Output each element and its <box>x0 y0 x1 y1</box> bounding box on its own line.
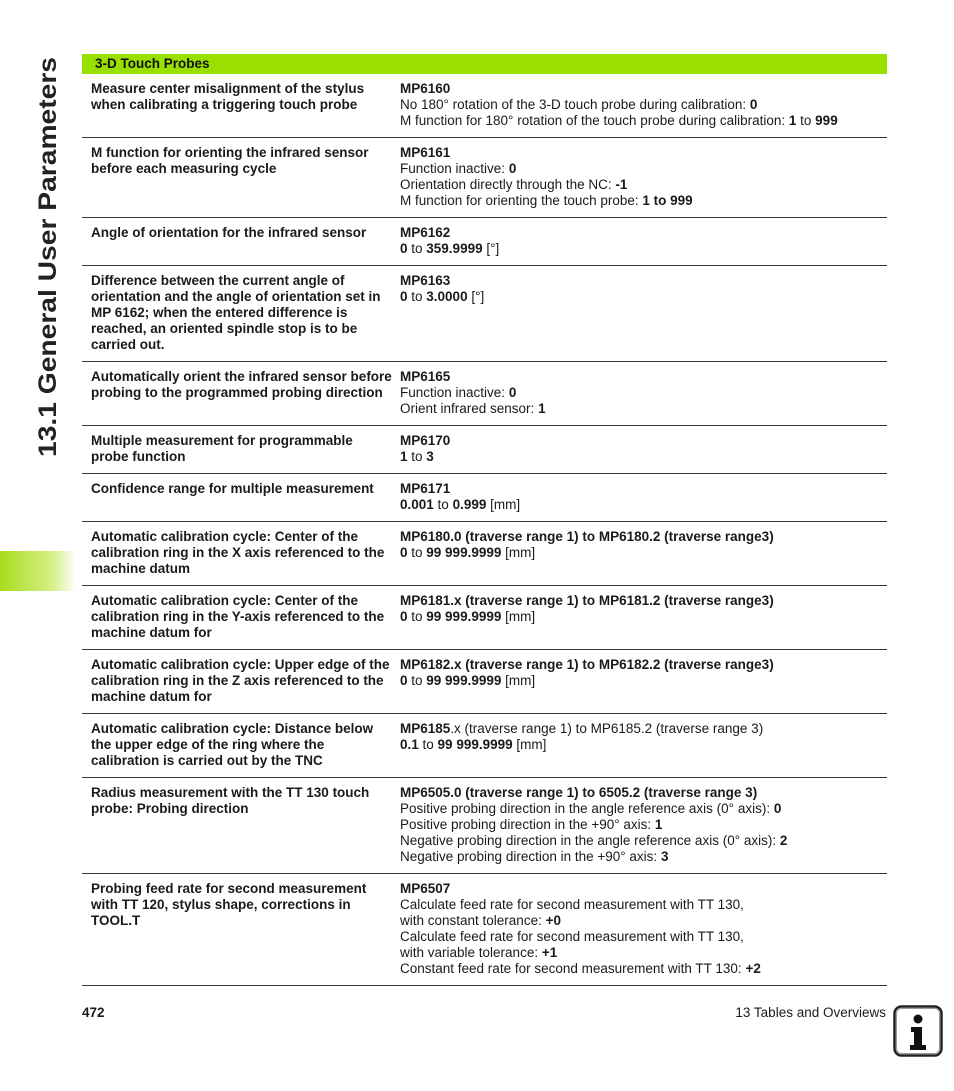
value-text: Orient infrared sensor: <box>400 401 539 416</box>
value-text: to <box>407 545 427 560</box>
value-setting: 0 <box>773 801 782 816</box>
value-setting: 0.999 <box>452 497 487 512</box>
value-text: Calculate feed rate for second measurement with TT 130, <box>400 929 744 944</box>
value-text: Function inactive: <box>400 161 509 176</box>
value-setting: 2 <box>779 833 788 848</box>
value-setting: 0 <box>749 97 758 112</box>
machine-parameter-number: MP6160 <box>400 81 451 96</box>
value-text: Negative probing direction in the angle reference axis (0° axis): <box>400 833 780 848</box>
value-line <box>400 945 887 961</box>
value-line <box>400 289 887 305</box>
machine-parameter-number: MP6507 <box>400 881 451 896</box>
parameter-description: Radius measurement with the TT 130 touch probe: Probing direction <box>91 785 370 816</box>
parameter-value <box>400 369 887 417</box>
table-row <box>82 714 887 778</box>
machine-parameter-number: MP6181.x (traverse range 1) to MP6181.2 (traverse range3) <box>400 593 774 608</box>
table-row <box>82 650 887 714</box>
value-text: Function inactive: <box>400 385 509 400</box>
parameter-description: Multiple measurement for programmable probe function <box>91 433 353 464</box>
table-row <box>82 522 887 586</box>
value-setting: 99 999.9999 <box>426 545 502 560</box>
value-setting: 0 <box>508 161 517 176</box>
value-setting: 0.001 <box>400 497 434 512</box>
value-setting: 0 <box>400 609 408 624</box>
value-line <box>400 449 887 465</box>
machine-parameter-id <box>400 657 887 673</box>
value-text: [mm] <box>486 497 521 512</box>
value-line <box>400 401 887 417</box>
parameter-value <box>400 657 887 705</box>
value-text: with variable tolerance: <box>400 945 542 960</box>
parameter-value <box>400 433 887 465</box>
value-line <box>400 897 887 913</box>
value-text: Orientation directly through the NC: <box>400 177 616 192</box>
value-setting: +1 <box>541 945 558 960</box>
table-row <box>82 778 887 874</box>
machine-parameter-id <box>400 81 887 97</box>
value-setting: 359.9999 <box>426 241 483 256</box>
machine-parameter-number: MP6171 <box>400 481 451 496</box>
table-header: 3-D Touch Probes <box>82 54 887 74</box>
parameter-description: Measure center misalignment of the stylus when calibrating a triggering touch probe <box>91 81 365 112</box>
machine-parameter-number: MP6505.0 (traverse range 1) to 6505.2 (traverse range 3) <box>400 785 758 800</box>
machine-parameter-number: MP6165 <box>400 369 451 384</box>
value-text: to <box>407 289 427 304</box>
table-row <box>82 874 887 986</box>
value-line <box>400 497 887 513</box>
value-setting: 99 999.9999 <box>426 609 502 624</box>
machine-parameter-id <box>400 721 887 737</box>
chapter-tab-marker <box>0 551 76 591</box>
machine-parameter-id <box>400 593 887 609</box>
machine-parameter-number: MP6163 <box>400 273 451 288</box>
parameter-description: Automatically orient the infrared sensor before probing to the programmed probing direction <box>91 369 392 400</box>
value-text: [mm] <box>512 737 547 752</box>
value-line <box>400 961 887 977</box>
table-row <box>82 74 887 138</box>
value-line <box>400 849 887 865</box>
table-row <box>82 586 887 650</box>
value-setting: 0 <box>400 545 408 560</box>
value-text: to <box>407 609 427 624</box>
parameter-description: Difference between the current angle of orientation and the angle of orientation set in MP 6162; when the entered difference is reached, an oriented spindle stop is to be carried out. <box>91 273 381 352</box>
value-line <box>400 929 887 945</box>
value-text: [mm] <box>501 673 536 688</box>
machine-parameter-id <box>400 369 887 385</box>
value-line <box>400 177 887 193</box>
table-row <box>82 138 887 218</box>
value-setting: 999 <box>815 113 838 128</box>
value-line <box>400 673 887 689</box>
value-text: to <box>407 241 427 256</box>
value-text: M function for orienting the touch probe: <box>400 193 643 208</box>
machine-parameter-number: MP6185 <box>400 721 451 736</box>
value-line <box>400 385 887 401</box>
side-chapter-title-text: 13.1 General User Parameters <box>34 102 62 457</box>
parameter-value <box>400 785 887 865</box>
value-setting: 99 999.9999 <box>426 673 502 688</box>
parameter-table <box>82 54 887 986</box>
value-setting: +0 <box>545 913 561 928</box>
value-setting: 3.0000 <box>426 289 468 304</box>
value-text: Calculate feed rate for second measurement with TT 130, <box>400 897 744 912</box>
value-setting: 1 <box>538 401 546 416</box>
value-text: to <box>433 497 453 512</box>
parameter-description: Confidence range for multiple measurement <box>91 481 374 496</box>
value-text: to <box>796 113 816 128</box>
value-line <box>400 113 887 129</box>
value-line <box>400 609 887 625</box>
value-text: Constant feed rate for second measurement with TT 130: <box>400 961 746 976</box>
parameter-value <box>400 225 887 257</box>
machine-parameter-range: .x (traverse range 1) to MP6185.2 (traverse range 3) <box>450 721 764 736</box>
value-text: Positive probing direction in the +90° axis: <box>400 817 655 832</box>
table-row <box>82 474 887 522</box>
table-body <box>82 74 887 986</box>
value-setting: 0 <box>400 289 408 304</box>
machine-parameter-number: MP6162 <box>400 225 451 240</box>
parameter-value <box>400 81 887 129</box>
page-number: 472 <box>82 1005 105 1020</box>
value-setting: 1 <box>654 817 663 832</box>
value-setting: 99 999.9999 <box>437 737 513 752</box>
parameter-value <box>400 481 887 513</box>
value-line <box>400 801 887 817</box>
parameter-description: Probing feed rate for second measurement with TT 120, stylus shape, corrections in TOOL.T <box>91 881 367 928</box>
parameter-value <box>400 721 887 769</box>
parameter-description: M function for orienting the infrared sensor before each measuring cycle <box>91 145 369 176</box>
value-text: M function for 180° rotation of the touch probe during calibration: <box>400 113 789 128</box>
chapter-label: 13 Tables and Overviews <box>735 1005 886 1020</box>
machine-parameter-id <box>400 529 887 545</box>
value-setting: 0 <box>508 385 517 400</box>
table-row <box>82 362 887 426</box>
value-setting: 1 <box>400 449 408 464</box>
machine-parameter-number: MP6161 <box>400 145 451 160</box>
machine-parameter-id <box>400 273 887 289</box>
value-setting: +2 <box>745 961 761 976</box>
value-setting: 1 <box>788 113 797 128</box>
machine-parameter-id <box>400 433 887 449</box>
value-line <box>400 737 887 753</box>
value-text: to <box>418 737 438 752</box>
value-text: Negative probing direction in the +90° axis: <box>400 849 661 864</box>
parameter-description: Automatic calibration cycle: Upper edge of the calibration ring in the Z axis referenced to the machine datum for <box>91 657 390 704</box>
value-line <box>400 913 887 929</box>
value-line <box>400 545 887 561</box>
parameter-description: Automatic calibration cycle: Center of the calibration ring in the Y-axis referenced to the machine datum for <box>91 593 385 640</box>
parameter-description: Automatic calibration cycle: Distance below the upper edge of the ring where the calibration is carried out by the TNC <box>91 721 374 768</box>
value-line <box>400 241 887 257</box>
parameter-description: Angle of orientation for the infrared sensor <box>91 225 367 240</box>
value-line <box>400 161 887 177</box>
value-line <box>400 833 887 849</box>
machine-parameter-id <box>400 225 887 241</box>
table-row <box>82 426 887 474</box>
parameter-value <box>400 529 887 577</box>
value-text: [mm] <box>501 545 536 560</box>
value-setting: 3 <box>660 849 669 864</box>
value-setting: 1 to 999 <box>642 193 693 208</box>
parameter-value <box>400 593 887 641</box>
value-line <box>400 97 887 113</box>
value-text: [mm] <box>501 609 536 624</box>
machine-parameter-number: MP6170 <box>400 433 451 448</box>
value-text: to <box>407 673 427 688</box>
machine-parameter-id <box>400 481 887 497</box>
parameter-value <box>400 145 887 209</box>
value-text: Positive probing direction in the angle reference axis (0° axis): <box>400 801 774 816</box>
value-line <box>400 817 887 833</box>
parameter-value <box>400 273 887 353</box>
side-chapter-title <box>22 52 66 462</box>
info-icon <box>893 1005 943 1057</box>
machine-parameter-id <box>400 145 887 161</box>
machine-parameter-number: MP6180.0 (traverse range 1) to MP6180.2 (traverse range3) <box>400 529 774 544</box>
value-setting: -1 <box>615 177 628 192</box>
table-row <box>82 266 887 362</box>
parameter-value <box>400 881 887 977</box>
value-text: No 180° rotation of the 3-D touch probe during calibration: <box>400 97 750 112</box>
value-text: to <box>407 449 427 464</box>
value-setting: 0 <box>400 241 408 256</box>
table-row <box>82 218 887 266</box>
value-line <box>400 193 887 209</box>
machine-parameter-number: MP6182.x (traverse range 1) to MP6182.2 (traverse range3) <box>400 657 774 672</box>
value-text: with constant tolerance: <box>400 913 546 928</box>
value-setting: 0.1 <box>400 737 419 752</box>
machine-parameter-id <box>400 881 887 897</box>
parameter-description: Automatic calibration cycle: Center of the calibration ring in the X axis referenced to the machine datum <box>91 529 385 576</box>
value-text: [°] <box>467 289 485 304</box>
value-setting: 3 <box>426 449 434 464</box>
value-text: [°] <box>482 241 500 256</box>
value-setting: 0 <box>400 673 408 688</box>
machine-parameter-id <box>400 785 887 801</box>
